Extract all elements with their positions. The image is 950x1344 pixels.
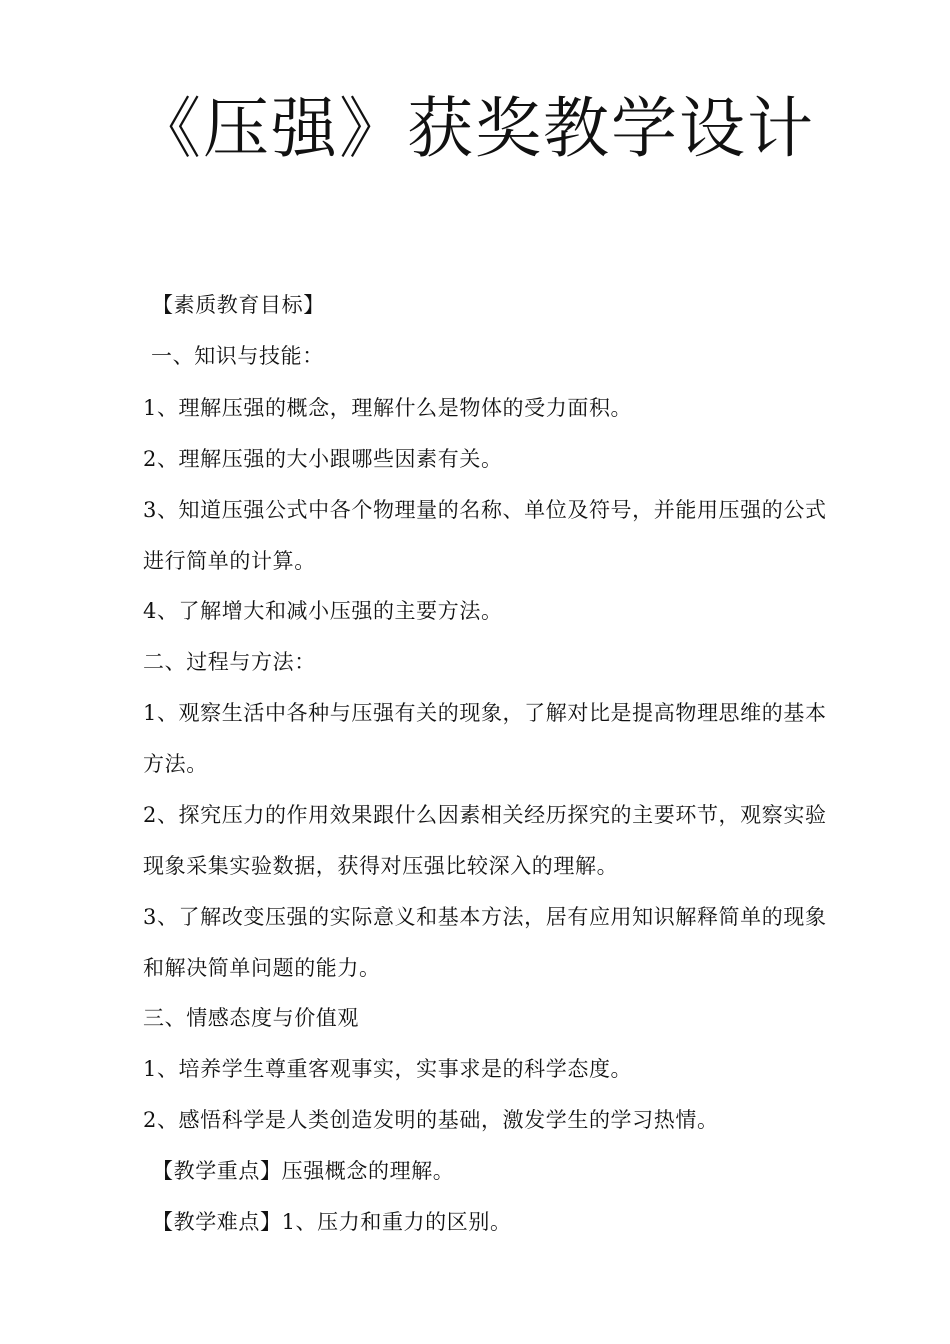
part1-item: 2、理解压强的大小跟哪些因素有关。 (143, 447, 503, 471)
part2-item-continued: 和解决简单问题的能力。 (143, 956, 381, 980)
part2-item-continued: 方法。 (143, 752, 208, 776)
part2-item: 2、探究压力的作用效果跟什么因素相关经历探究的主要环节，观察实验 (143, 803, 827, 827)
part2-item-continued: 现象采集实验数据，获得对压强比较深入的理解。 (143, 854, 619, 878)
key-point: 【教学重点】压强概念的理解。 (152, 1159, 455, 1183)
part3-heading: 三、情感态度与价值观 (143, 1006, 359, 1030)
document-title: 《压强》获奖教学设计 (135, 90, 815, 167)
part1-heading: 一、知识与技能： (151, 344, 324, 368)
part1-item: 1、理解压强的概念，理解什么是物体的受力面积。 (143, 396, 633, 420)
part1-item: 3、知道压强公式中各个物理量的名称、单位及符号，并能用压强的公式 (143, 498, 827, 522)
part2-item: 1、观察生活中各种与压强有关的现象，了解对比是提高物理思维的基本 (143, 701, 827, 725)
part2-item: 3、了解改变压强的实际意义和基本方法，居有应用知识解释简单的现象 (143, 905, 827, 929)
difficult-point: 【教学难点】1、压力和重力的区别。 (152, 1210, 512, 1234)
part2-heading: 二、过程与方法： (143, 650, 316, 674)
part1-item: 4、了解增大和减小压强的主要方法。 (143, 599, 503, 623)
section-header: 【素质教育目标】 (152, 293, 325, 317)
part3-item: 1、培养学生尊重客观事实，实事求是的科学态度。 (143, 1057, 633, 1081)
part1-item-continued: 进行简单的计算。 (143, 549, 316, 573)
part3-item: 2、感悟科学是人类创造发明的基础，激发学生的学习热情。 (143, 1108, 719, 1132)
